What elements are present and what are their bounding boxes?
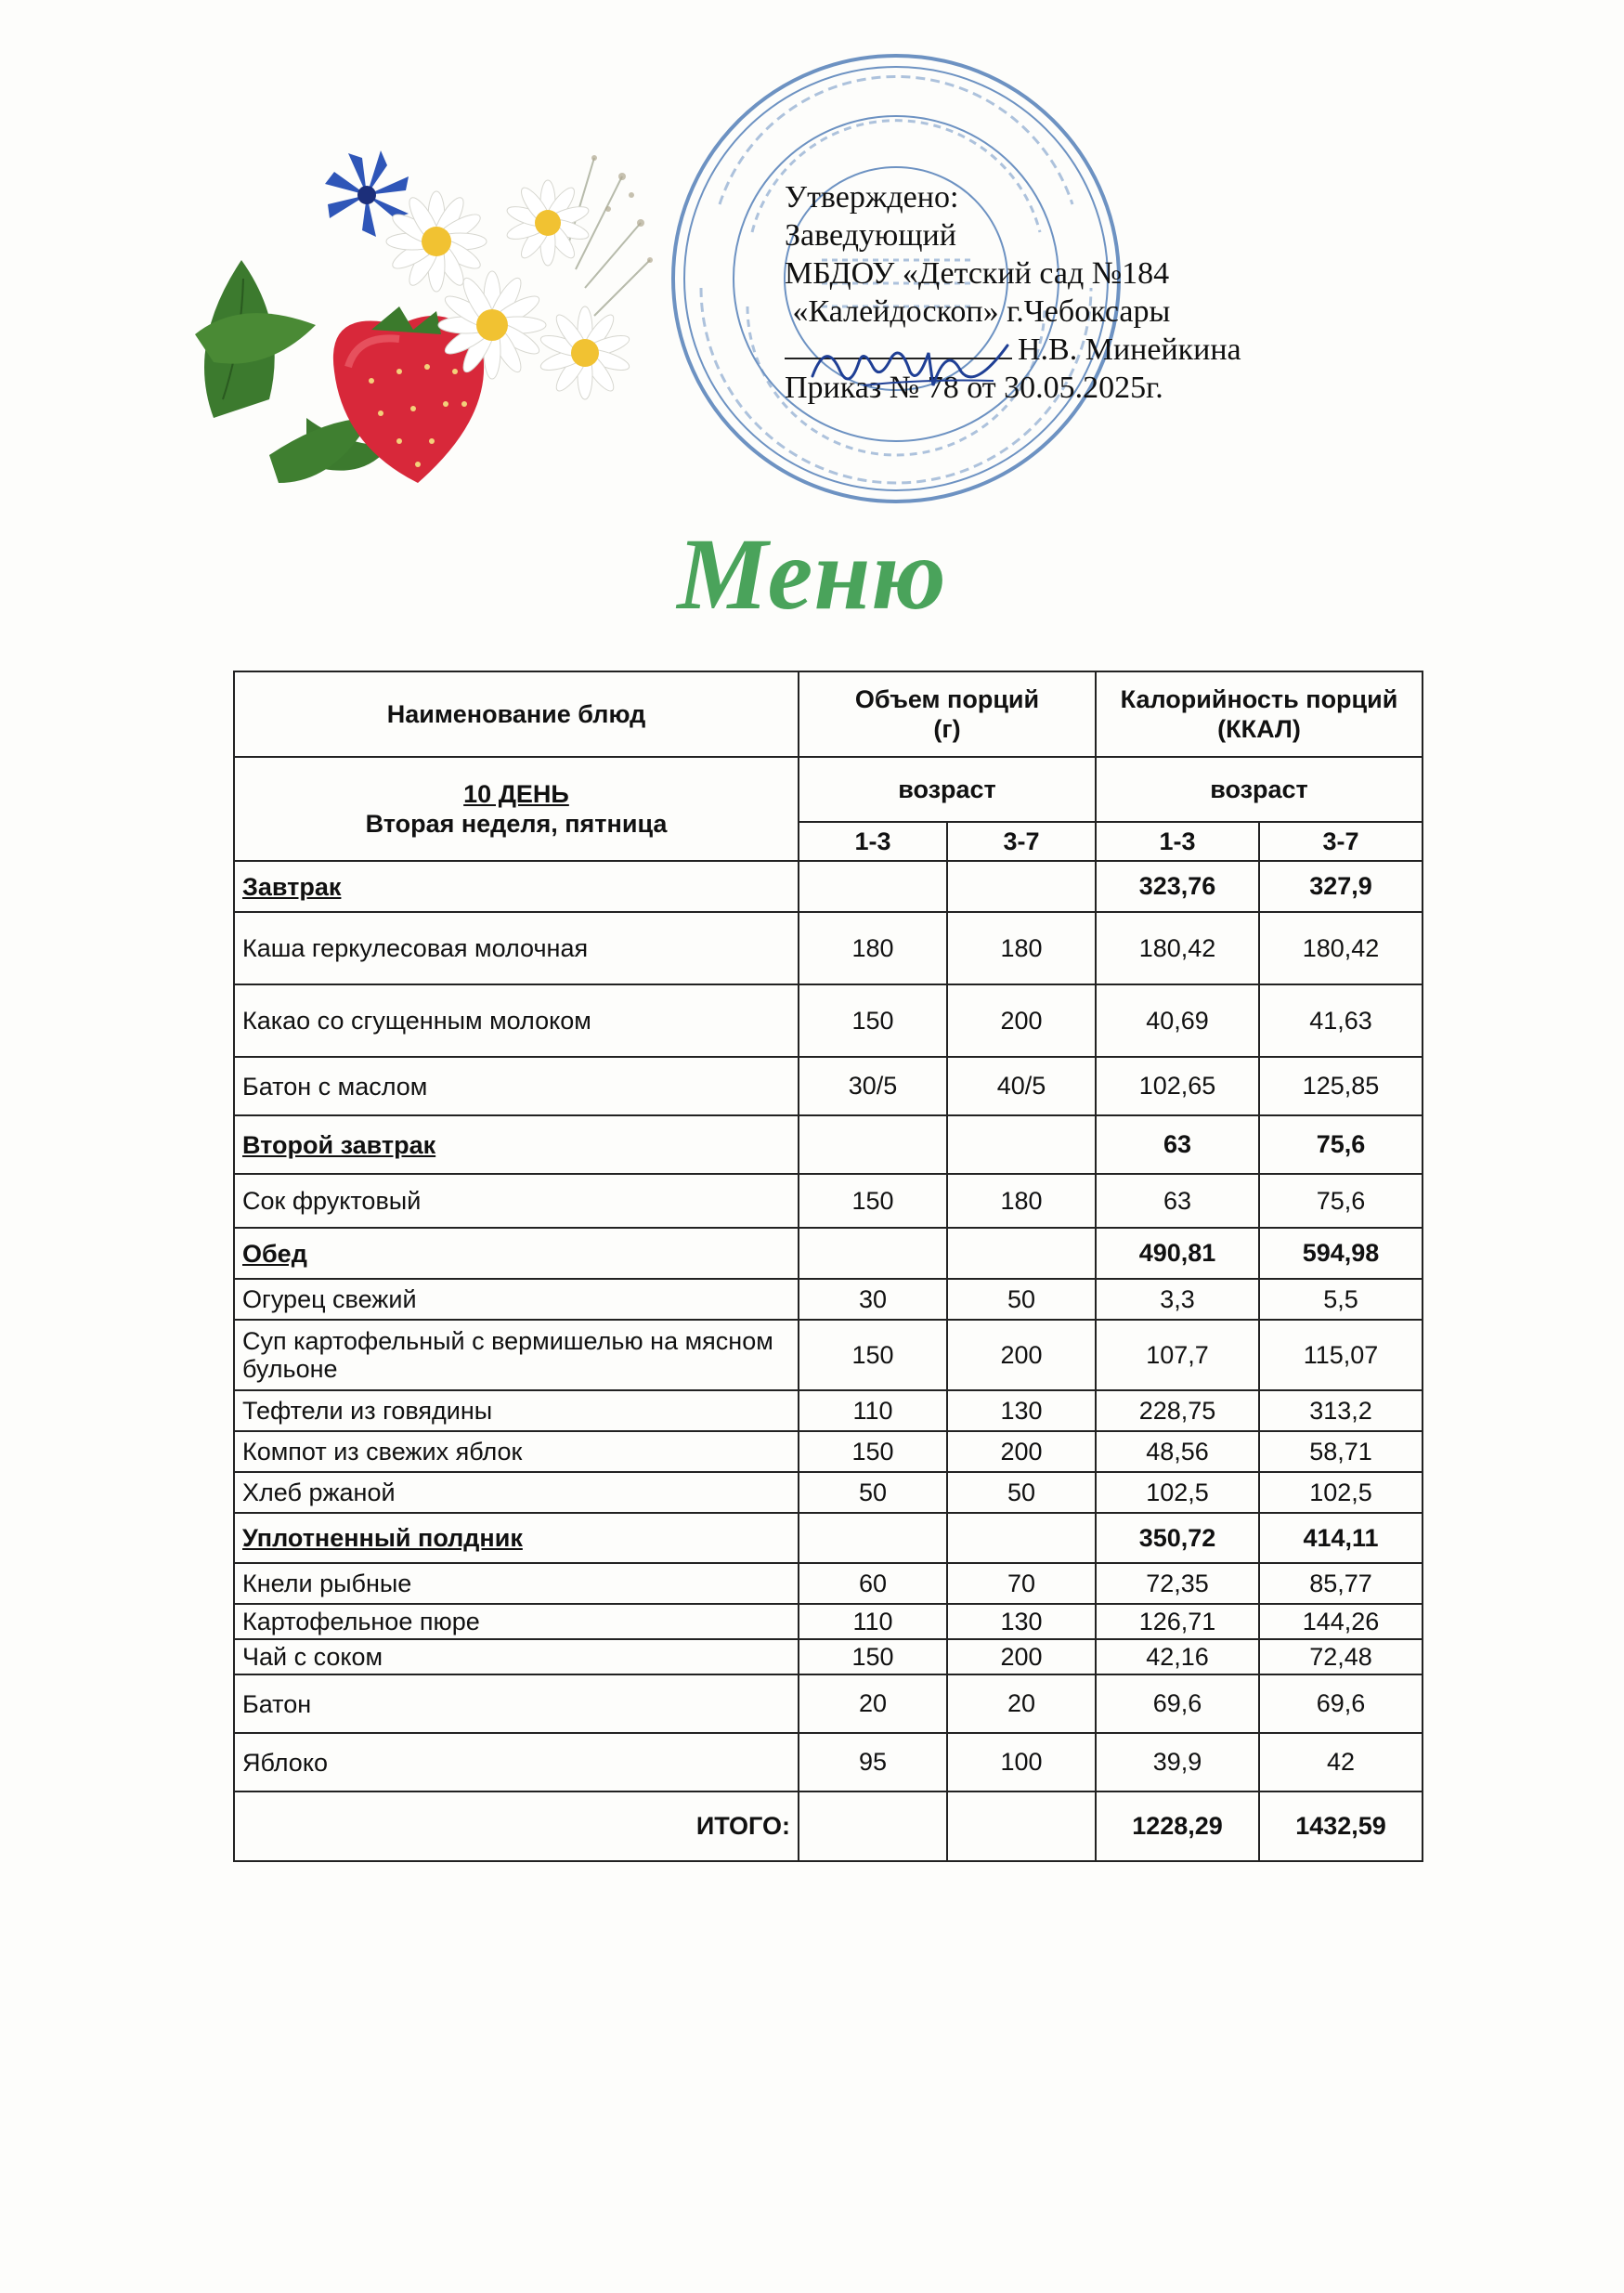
- calories-3-7-cell: 115,07: [1259, 1320, 1423, 1390]
- dish-name: Чай с соком: [242, 1643, 383, 1671]
- dish-name-cell: [234, 861, 799, 912]
- table-row: [234, 1057, 1423, 1115]
- signer-name: Н.В. Минейкина: [1018, 332, 1241, 367]
- table-row: [234, 1431, 1423, 1472]
- volume-3-7-cell: 70: [947, 1563, 1096, 1604]
- calories-1-3-cell: 63: [1096, 1115, 1259, 1174]
- dish-name-cell: [234, 1279, 799, 1320]
- header-volume: Объем порций (г): [799, 671, 1096, 757]
- volume-3-7-cell: 180: [947, 912, 1096, 984]
- calories-3-7-cell: 42: [1259, 1733, 1423, 1791]
- dish-name-cell: [234, 1604, 799, 1639]
- dish-name-cell: [234, 1057, 799, 1115]
- volume-1-3-cell: 150: [799, 1431, 947, 1472]
- dish-name: Хлеб ржаной: [242, 1479, 396, 1506]
- total-calories-3-7: 1432,59: [1259, 1791, 1423, 1861]
- volume-1-3-cell: 110: [799, 1604, 947, 1639]
- volume-3-7-cell: [947, 861, 1096, 912]
- volume-1-3-cell: 150: [799, 1320, 947, 1390]
- volume-3-7-cell: 200: [947, 1639, 1096, 1674]
- dish-name-cell: [234, 1390, 799, 1431]
- volume-1-3-cell: [799, 1115, 947, 1174]
- volume-3-7-cell: 200: [947, 1431, 1096, 1472]
- volume-3-7-cell: 40/5: [947, 1057, 1096, 1115]
- section-row: [234, 1228, 1423, 1279]
- calories-1-3-cell: 490,81: [1096, 1228, 1259, 1279]
- calories-1-3-cell: 72,35: [1096, 1563, 1259, 1604]
- dish-name: Компот из свежих яблок: [242, 1438, 523, 1466]
- dish-name-cell: [234, 984, 799, 1057]
- total-volume-3-7: [947, 1791, 1096, 1861]
- day-subtitle: Вторая неделя, пятница: [365, 810, 668, 838]
- table-row: [234, 1563, 1423, 1604]
- table-row: [234, 1639, 1423, 1674]
- dish-name-cell: [234, 1320, 799, 1390]
- approval-line-city: «Калейдоскоп» г.Чебоксары: [785, 294, 1171, 329]
- age-cal-3-7: 3-7: [1259, 822, 1423, 861]
- table-row: [234, 1320, 1423, 1390]
- dish-name-cell: [234, 1639, 799, 1674]
- table-row: [234, 984, 1423, 1057]
- header-dish-name: Наименование блюд: [234, 671, 799, 757]
- dish-name: Батон: [242, 1689, 312, 1718]
- calories-1-3-cell: 228,75: [1096, 1390, 1259, 1431]
- volume-1-3-cell: 60: [799, 1563, 947, 1604]
- calories-1-3-cell: 350,72: [1096, 1513, 1259, 1563]
- table-row: [234, 1733, 1423, 1791]
- volume-3-7-cell: 130: [947, 1390, 1096, 1431]
- dish-name-cell: [234, 1431, 799, 1472]
- total-calories-1-3: 1228,29: [1096, 1791, 1259, 1861]
- approval-line-organization: МБДОУ «Детский сад №184: [785, 256, 1170, 291]
- volume-3-7-cell: 50: [947, 1279, 1096, 1320]
- dish-name: Тефтели из говядины: [242, 1397, 493, 1425]
- age-label-volume: возраст: [799, 757, 1096, 822]
- section-title: Обед: [242, 1239, 307, 1268]
- calories-3-7-cell: 75,6: [1259, 1115, 1423, 1174]
- table-row: [234, 912, 1423, 984]
- dish-name-cell: [234, 1472, 799, 1513]
- day-cell: [234, 757, 799, 861]
- total-row: [234, 1791, 1423, 1861]
- dish-name-cell: [234, 912, 799, 984]
- calories-1-3-cell: 102,65: [1096, 1057, 1259, 1115]
- dish-name-cell: [234, 1563, 799, 1604]
- calories-1-3-cell: 40,69: [1096, 984, 1259, 1057]
- section-row: [234, 1513, 1423, 1563]
- dish-name: Сок фруктовый: [242, 1187, 422, 1215]
- calories-1-3-cell: 180,42: [1096, 912, 1259, 984]
- calories-1-3-cell: 63: [1096, 1174, 1259, 1228]
- table-row: [234, 1674, 1423, 1733]
- volume-1-3-cell: [799, 1228, 947, 1279]
- calories-3-7-cell: 69,6: [1259, 1674, 1423, 1733]
- volume-1-3-cell: 110: [799, 1390, 947, 1431]
- approval-line-approved: Утверждено:: [785, 180, 959, 215]
- table-header-row: [234, 671, 1423, 757]
- dish-name-cell: [234, 1513, 799, 1563]
- dish-name: Картофельное пюре: [242, 1608, 480, 1635]
- volume-3-7-cell: 100: [947, 1733, 1096, 1791]
- section-title: Завтрак: [242, 872, 342, 901]
- dish-name-cell: [234, 1174, 799, 1228]
- dish-name: Батон с маслом: [242, 1072, 428, 1101]
- calories-3-7-cell: 180,42: [1259, 912, 1423, 984]
- calories-3-7-cell: 102,5: [1259, 1472, 1423, 1513]
- volume-1-3-cell: 50: [799, 1472, 947, 1513]
- table-row: [234, 1279, 1423, 1320]
- calories-3-7-cell: 313,2: [1259, 1390, 1423, 1431]
- calories-3-7-cell: 85,77: [1259, 1563, 1423, 1604]
- volume-1-3-cell: 95: [799, 1733, 947, 1791]
- volume-3-7-cell: 180: [947, 1174, 1096, 1228]
- volume-3-7-cell: [947, 1228, 1096, 1279]
- dish-name-cell: [234, 1228, 799, 1279]
- total-volume-1-3: [799, 1791, 947, 1861]
- calories-1-3-cell: 323,76: [1096, 861, 1259, 912]
- dish-name: Какао со сгущенным молоком: [242, 1007, 591, 1035]
- approval-order: Приказ № 78 от 30.05.2025г.: [785, 371, 1163, 405]
- calories-3-7-cell: 144,26: [1259, 1604, 1423, 1639]
- volume-3-7-cell: 50: [947, 1472, 1096, 1513]
- volume-1-3-cell: [799, 1513, 947, 1563]
- dish-name: Суп картофельный с вермишелью на мясном бульоне: [242, 1327, 773, 1383]
- age-label-calories: возраст: [1096, 757, 1423, 822]
- volume-1-3-cell: 150: [799, 1639, 947, 1674]
- volume-1-3-cell: 150: [799, 984, 947, 1057]
- calories-3-7-cell: 594,98: [1259, 1228, 1423, 1279]
- volume-1-3-cell: 20: [799, 1674, 947, 1733]
- calories-1-3-cell: 3,3: [1096, 1279, 1259, 1320]
- section-title: Второй завтрак: [242, 1130, 436, 1159]
- calories-1-3-cell: 102,5: [1096, 1472, 1259, 1513]
- calories-1-3-cell: 107,7: [1096, 1320, 1259, 1390]
- handwritten-signature: [808, 334, 1021, 399]
- age-volume-3-7: 3-7: [947, 822, 1096, 861]
- header-calories: Калорийность порций (ККАЛ): [1096, 671, 1423, 757]
- calories-3-7-cell: 125,85: [1259, 1057, 1423, 1115]
- calories-3-7-cell: 5,5: [1259, 1279, 1423, 1320]
- dish-name-cell: [234, 1674, 799, 1733]
- volume-3-7-cell: [947, 1513, 1096, 1563]
- age-volume-1-3: 1-3: [799, 822, 947, 861]
- calories-3-7-cell: 414,11: [1259, 1513, 1423, 1563]
- approval-line-position: Заведующий: [785, 218, 956, 253]
- dish-name-cell: [234, 1733, 799, 1791]
- section-row: [234, 1115, 1423, 1174]
- volume-3-7-cell: 200: [947, 984, 1096, 1057]
- table-row: [234, 1472, 1423, 1513]
- dish-name-cell: [234, 1115, 799, 1174]
- section-title: Уплотненный полдник: [242, 1524, 523, 1552]
- calories-1-3-cell: 39,9: [1096, 1733, 1259, 1791]
- page-title: Меню: [677, 517, 947, 631]
- dish-name: Кнели рыбные: [242, 1570, 412, 1597]
- dish-name: Яблоко: [242, 1748, 328, 1777]
- menu-table: [233, 671, 1423, 1862]
- dish-name: Каша геркулесовая молочная: [242, 934, 589, 962]
- table-row: [234, 1604, 1423, 1639]
- volume-3-7-cell: 20: [947, 1674, 1096, 1733]
- calories-1-3-cell: 126,71: [1096, 1604, 1259, 1639]
- volume-1-3-cell: 30: [799, 1279, 947, 1320]
- table-row: [234, 1174, 1423, 1228]
- volume-3-7-cell: 200: [947, 1320, 1096, 1390]
- table-day-row: [234, 757, 1423, 822]
- calories-3-7-cell: 72,48: [1259, 1639, 1423, 1674]
- volume-1-3-cell: 180: [799, 912, 947, 984]
- calories-3-7-cell: 41,63: [1259, 984, 1423, 1057]
- calories-1-3-cell: 69,6: [1096, 1674, 1259, 1733]
- age-cal-1-3: 1-3: [1096, 822, 1259, 861]
- volume-1-3-cell: 30/5: [799, 1057, 947, 1115]
- section-row: [234, 861, 1423, 912]
- calories-3-7-cell: 58,71: [1259, 1431, 1423, 1472]
- day-title: 10 ДЕНЬ: [463, 780, 569, 808]
- calories-1-3-cell: 48,56: [1096, 1431, 1259, 1472]
- total-label: ИТОГО:: [234, 1791, 799, 1861]
- calories-3-7-cell: 327,9: [1259, 861, 1423, 912]
- volume-3-7-cell: 130: [947, 1604, 1096, 1639]
- calories-3-7-cell: 75,6: [1259, 1174, 1423, 1228]
- dish-name: Огурец свежий: [242, 1285, 417, 1313]
- calories-1-3-cell: 42,16: [1096, 1639, 1259, 1674]
- flowers-strawberry-illustration: [186, 139, 669, 492]
- menu-table-body: [234, 861, 1423, 1791]
- volume-3-7-cell: [947, 1115, 1096, 1174]
- volume-1-3-cell: 150: [799, 1174, 947, 1228]
- table-row: [234, 1390, 1423, 1431]
- volume-1-3-cell: [799, 861, 947, 912]
